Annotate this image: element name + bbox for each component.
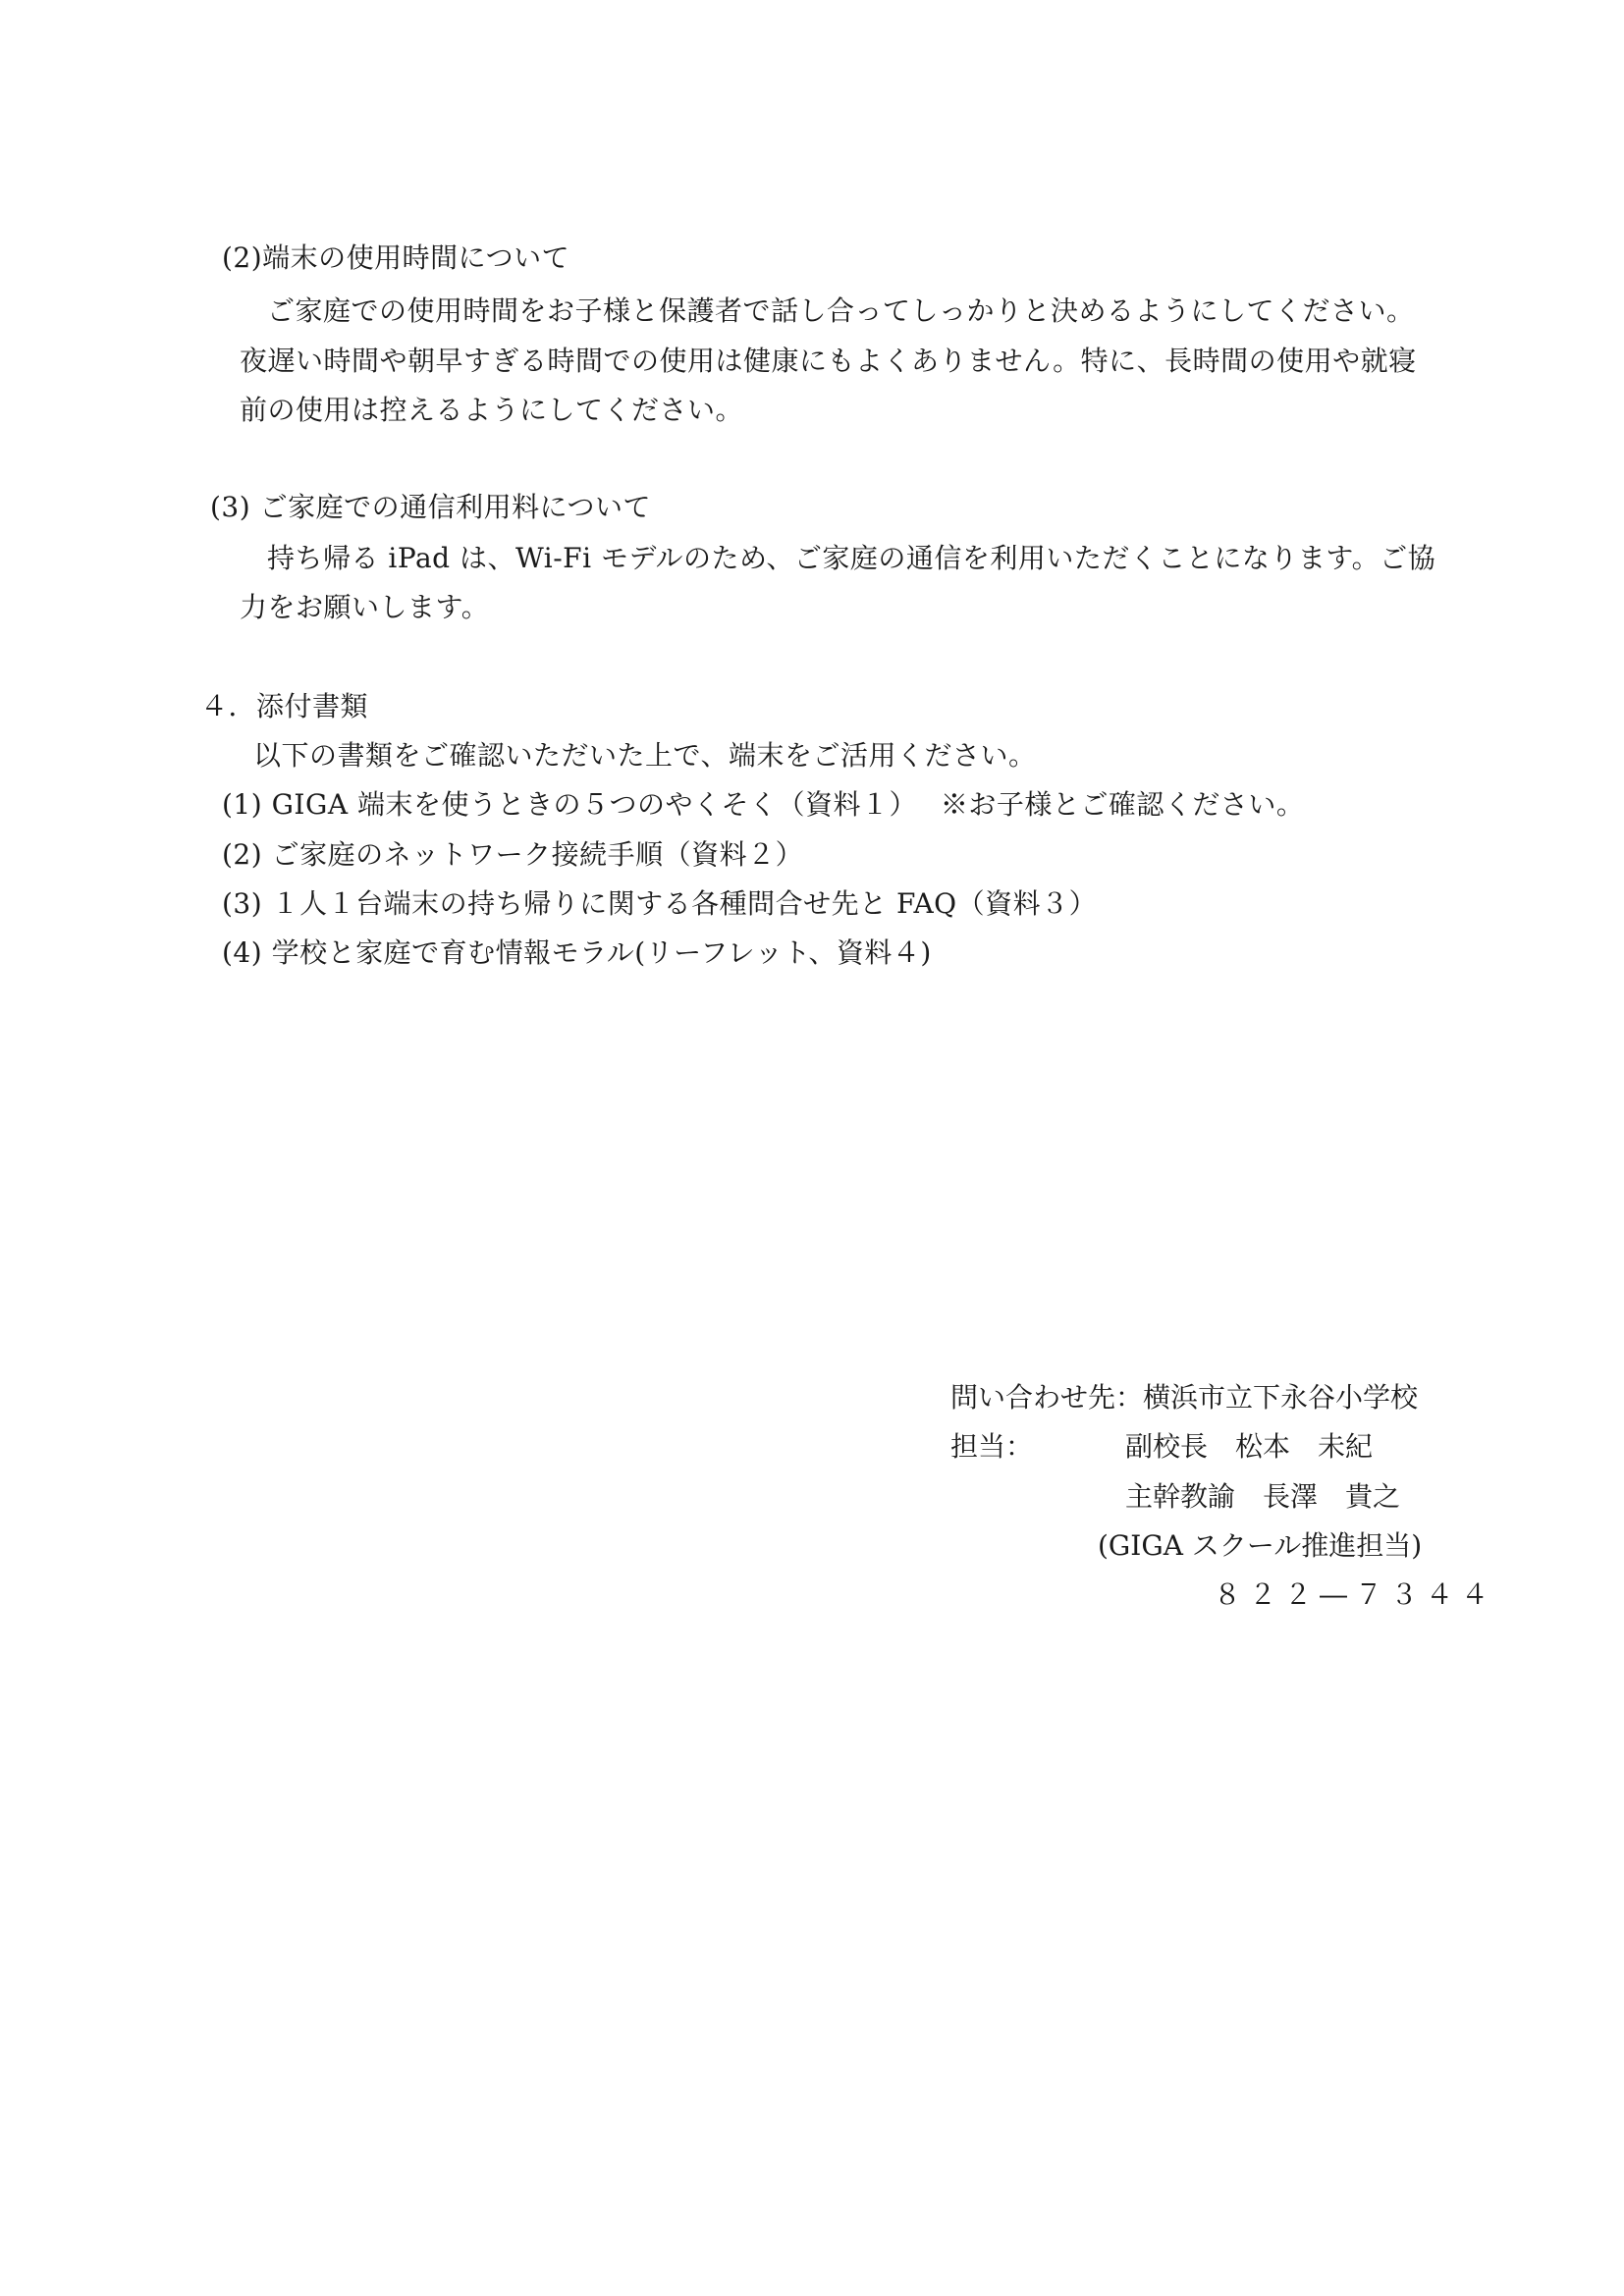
section4-heading: ４．添付書類	[200, 690, 369, 722]
section2-heading: (2)端末の使用時間について	[222, 241, 570, 274]
section3-body-line2: 力をお願いします。	[240, 591, 490, 623]
section2-body-line1: ご家庭での使用時間をお子様と保護者で話し合ってしっかりと決めるようにしてください。	[267, 294, 1415, 327]
section3-body-line1: 持ち帰る iPad は、Wi-Fi モデルのため、ご家庭の通信を利用いただくことになります。ご協	[267, 542, 1436, 574]
contact-person2: 主幹教諭 長澤 貴之	[1125, 1480, 1401, 1513]
attachment-item: (4) 学校と家庭で育む情報モラル(リーフレット、資料４)	[222, 936, 932, 969]
section2-body-line2: 夜遅い時間や朝早すぎる時間での使用は健康にもよくありません。特に、長時間の使用や就寝	[240, 345, 1417, 377]
section4-intro: 以下の書類をご確認いただいた上で、端末をご活用ください。	[253, 739, 1037, 772]
contact-role: (GIGA スクール推進担当)	[1098, 1529, 1423, 1562]
attachment-item: (1) GIGA 端末を使うときの５つのやくそく（資料１） ※お子様とご確認ください。	[222, 788, 1305, 821]
attachment-item: (2) ご家庭のネットワーク接続手順（資料２）	[222, 838, 804, 871]
section2-body-line3: 前の使用は控えるようにしてください。	[240, 394, 744, 426]
section3-heading: (3) ご家庭での通信利用料について	[210, 491, 652, 523]
contact-person-label: 担当：	[950, 1430, 1034, 1463]
contact-inquiry: 問い合わせ先：横浜市立下永谷小学校	[950, 1381, 1419, 1414]
contact-person1: 副校長 松本 未紀	[1125, 1430, 1374, 1463]
contact-phone: ８２２―７３４４	[1214, 1578, 1497, 1611]
attachment-item: (3) １人１台端末の持ち帰りに関する各種問合せ先と FAQ（資料３）	[222, 887, 1098, 920]
